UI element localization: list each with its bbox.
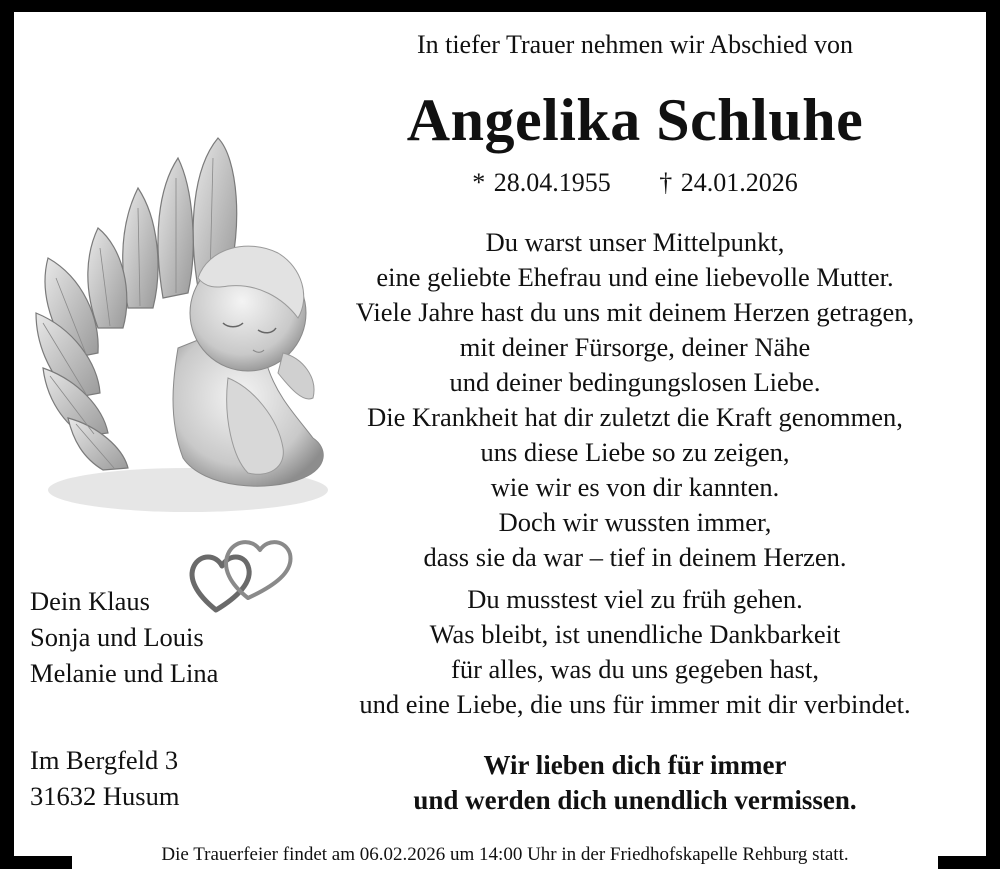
poem-line: mit deiner Fürsorge, deiner Nähe [459,332,811,362]
closing-message [300,748,970,818]
poem-line: Du musstest viel zu früh gehen. [467,584,803,614]
poem-line: und deiner bedingungslosen Liebe. [449,367,821,397]
poem-line: Was bleibt, ist unendliche Dankbarkeit [429,619,841,649]
family-signatures [30,583,218,691]
closing-line: und werden dich unendlich vermissen. [413,785,857,815]
family-member: Dein Klaus [30,586,150,616]
poem-line: Die Krankheit hat dir zuletzt die Kraft genommen, [367,402,903,432]
life-dates [300,168,970,198]
poem [300,225,970,722]
poem-line: wie wir es von dir kannten. [490,472,780,502]
poem-line: für alles, was du uns gegeben hast, [451,654,819,684]
poem-line: dass sie da war – tief in deinem Herzen. [423,542,847,572]
poem-line: eine geliebte Ehefrau und eine liebevolle Mutter. [376,262,894,292]
poem-line: uns diese Liebe so zu zeigen, [480,437,790,467]
family-member: Sonja und Louis [30,622,204,652]
family-member: Melanie und Lina [30,658,219,688]
deceased-name: Angelika Schluhe [406,87,864,153]
intro-text: In tiefer Trauer nehmen wir Abschied von [416,30,854,59]
family-address [30,742,179,814]
address-city: 31632 Husum [30,781,180,811]
birth-date: * 28.04.1955 [472,168,611,197]
poem-line: und eine Liebe, die uns für immer mit dir verbindet. [359,689,911,719]
funeral-info: Die Trauerfeier findet am 06.02.2026 um 14:00 Uhr in der Friedhofskapelle Rehburg statt. [161,844,849,865]
poem-line: Du warst unser Mittelpunkt, [485,227,785,257]
death-date: † 24.01.2026 [659,168,798,197]
closing-line: Wir lieben dich für immer [483,750,787,780]
poem-line: Doch wir wussten immer, [498,507,772,537]
poem-line: Viele Jahre hast du uns mit deinem Herzen getragen, [355,297,915,327]
address-street: Im Bergfeld 3 [30,745,179,775]
